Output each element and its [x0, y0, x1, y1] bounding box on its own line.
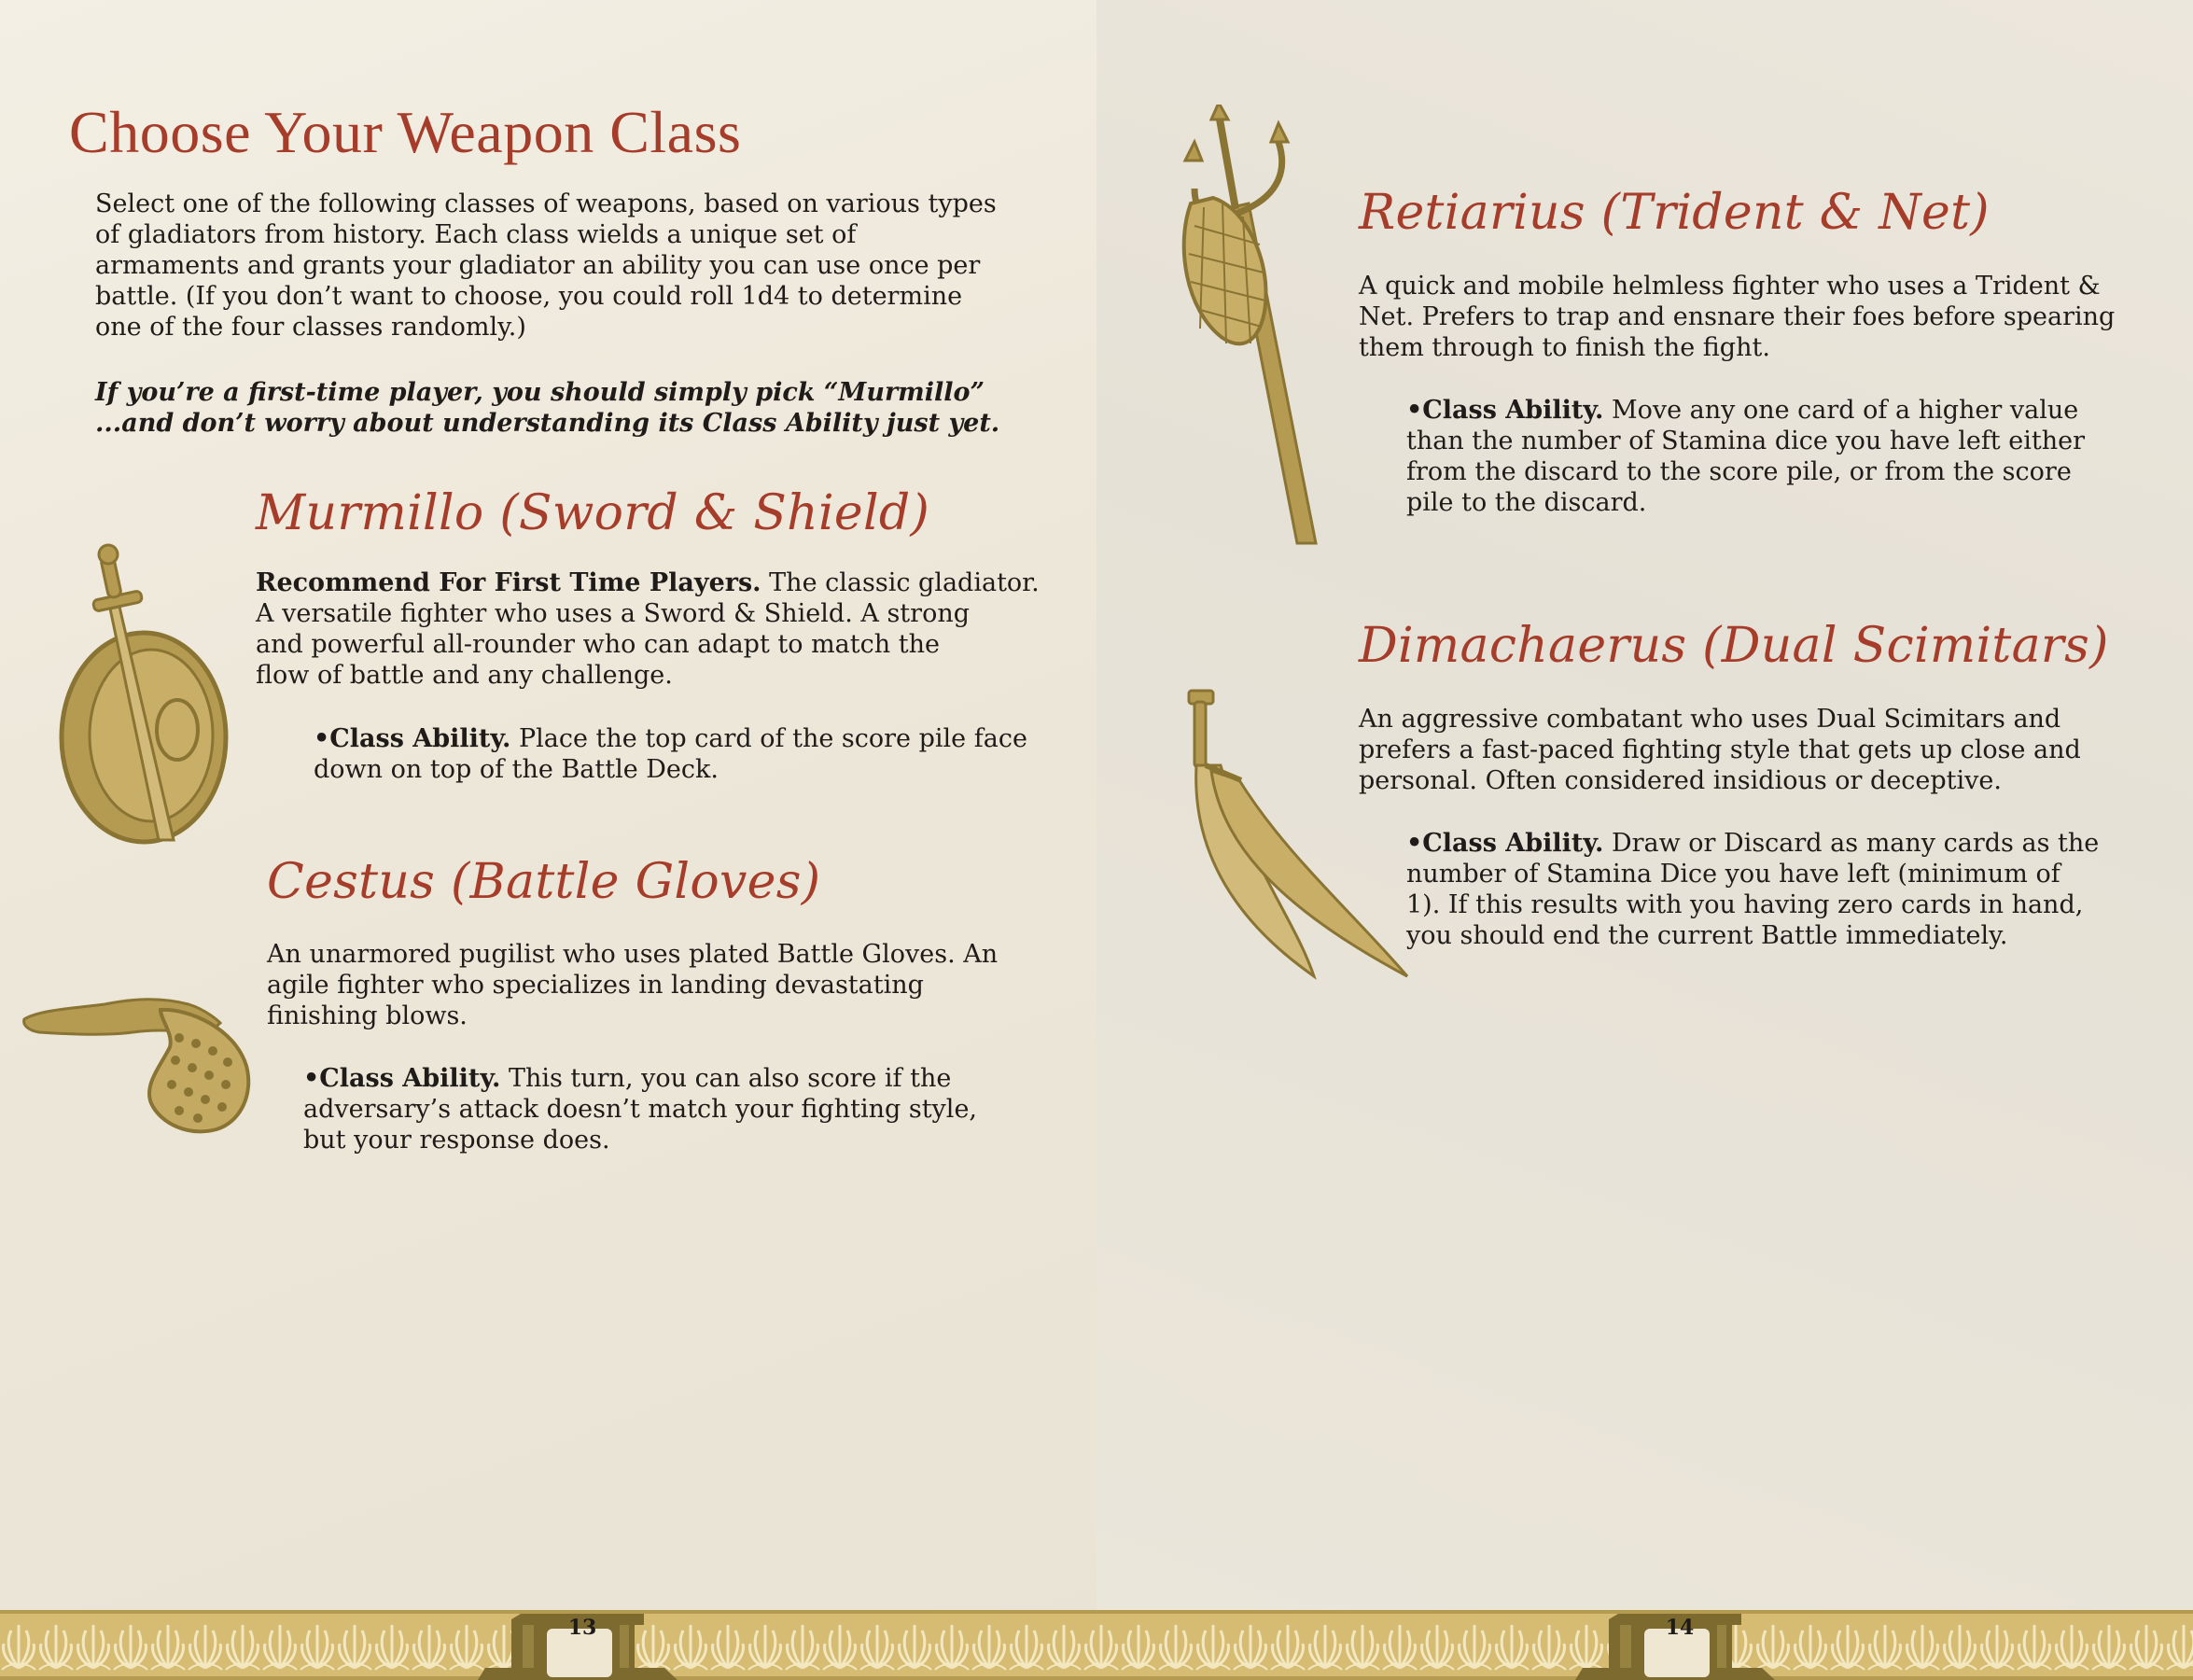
- ability-line: down on top of the Battle Deck.: [314, 755, 719, 784]
- murmillo-lead: Recommend For First Time Players.: [256, 568, 761, 597]
- ability-line: from the discard to the score pile, or from the score: [1406, 457, 2072, 486]
- intro-line: armaments and grants your gladiator an ability you can use once per: [95, 251, 981, 280]
- murmillo-line: The classic gladiator.: [761, 568, 1040, 597]
- retiarius-description: [1359, 271, 2115, 363]
- trident-net-icon: [1157, 105, 1353, 553]
- dimachaerus-ability: [1406, 828, 2099, 951]
- battle-glove-icon: [21, 982, 254, 1136]
- dimachaerus-line: prefers a fast-paced fighting style that gets up close and: [1359, 735, 2081, 764]
- note-line: If you’re a first-time player, you should simply pick “Murmillo”: [95, 378, 985, 407]
- sword-shield-icon: [56, 543, 233, 847]
- murmillo-line: A versatile fighter who uses a Sword & Shield. A strong: [256, 599, 970, 628]
- footer-ornament-border: [0, 1610, 2193, 1680]
- retiarius-line: Net. Prefers to trap and ensnare their foes before spearing: [1359, 302, 2116, 331]
- cestus-ability: [303, 1063, 977, 1155]
- ability-line: number of Stamina Dice you have left (minimum of: [1406, 860, 2060, 889]
- intro-line: one of the four classes randomly.): [95, 313, 526, 342]
- retiarius-line: A quick and mobile helmless fighter who uses a Trident &: [1359, 272, 2101, 301]
- ability-label: •Class Ability.: [303, 1064, 501, 1093]
- ability-line: Place the top card of the score pile face: [510, 724, 1027, 753]
- retiarius-line: them through to finish the fight.: [1359, 333, 1770, 362]
- murmillo-description: [256, 567, 1040, 691]
- murmillo-line: and powerful all-rounder who can adapt to match the: [256, 630, 940, 659]
- cestus-line: An unarmored pugilist who uses plated Battle Gloves. An: [267, 940, 999, 969]
- cestus-line: agile fighter who specializes in landing devastating: [267, 971, 924, 1000]
- dimachaerus-line: personal. Often considered insidious or deceptive.: [1359, 766, 2002, 795]
- ability-label: •Class Ability.: [314, 724, 511, 753]
- cestus-heading: Cestus (Battle Gloves): [267, 854, 821, 910]
- intro-line: Select one of the following classes of weapons, based on various types: [95, 189, 997, 218]
- cestus-description: [267, 939, 998, 1031]
- ability-line: you should end the current Battle immediately.: [1406, 921, 2008, 950]
- page-title: Choose Your Weapon Class: [69, 99, 742, 165]
- ability-line: adversary’s attack doesn’t match your fighting style,: [303, 1095, 977, 1124]
- ability-line: but your response does.: [303, 1126, 610, 1155]
- ability-label: •Class Ability.: [1406, 829, 1604, 858]
- ability-line: 1). If this results with you having zero cards in hand,: [1406, 890, 2084, 919]
- retiarius-ability: [1406, 395, 2085, 518]
- page-number-left: 13: [567, 1616, 597, 1640]
- first-time-note: [95, 377, 999, 439]
- intro-paragraph: [95, 189, 997, 343]
- ability-line: than the number of Stamina dice you have left either: [1406, 427, 2085, 455]
- murmillo-ability: [314, 723, 1027, 785]
- murmillo-line: flow of battle and any challenge.: [256, 661, 673, 690]
- cestus-line: finishing blows.: [267, 1001, 468, 1030]
- dimachaerus-line: An aggressive combatant who uses Dual Scimitars and: [1359, 705, 2061, 734]
- dimachaerus-heading: Dimachaerus (Dual Scimitars): [1359, 618, 2109, 674]
- ability-line: This turn, you can also score if the: [500, 1064, 952, 1093]
- intro-line: of gladiators from history. Each class wields a unique set of: [95, 220, 857, 249]
- ability-label: •Class Ability.: [1406, 396, 1604, 425]
- ability-line: pile to the discard.: [1406, 488, 1647, 517]
- murmillo-heading: Murmillo (Sword & Shield): [256, 485, 930, 541]
- page-number-right: 14: [1665, 1616, 1695, 1640]
- dimachaerus-description: [1359, 704, 2081, 796]
- note-line: ...and don’t worry about understanding its Class Ability just yet.: [95, 409, 1000, 438]
- retiarius-heading: Retiarius (Trident & Net): [1359, 185, 1990, 241]
- intro-line: battle. (If you don’t want to choose, you could roll 1d4 to determine: [95, 282, 963, 311]
- ability-line: Draw or Discard as many cards as the: [1603, 829, 2100, 858]
- ability-line: Move any one card of a higher value: [1603, 396, 2079, 425]
